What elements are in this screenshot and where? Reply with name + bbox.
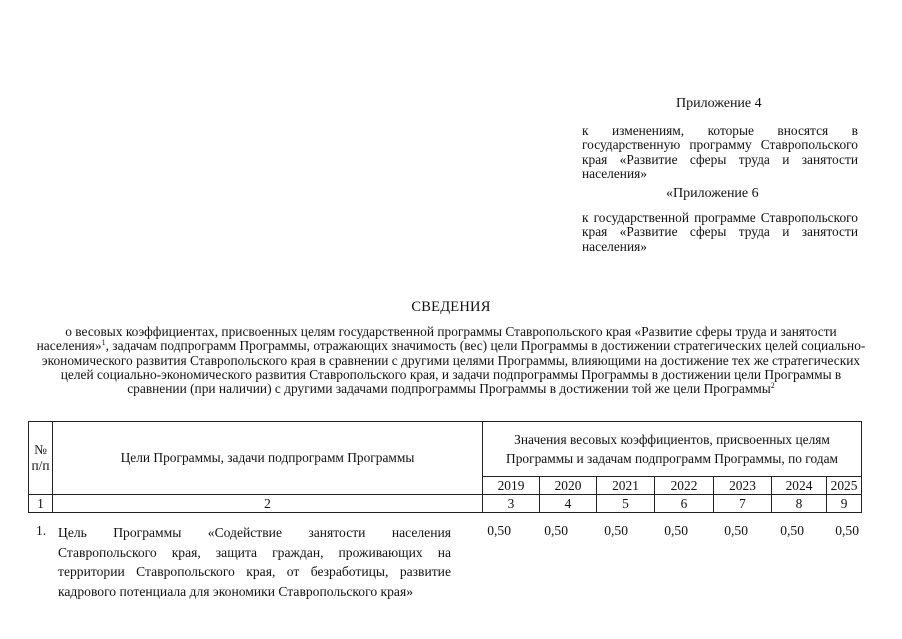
footnote-mark-2: 2 bbox=[770, 381, 775, 391]
weight-value-2025: 0,50 bbox=[835, 523, 859, 538]
weight-value-2023: 0,50 bbox=[724, 523, 748, 538]
column-index: 2 bbox=[53, 495, 483, 513]
goal-text: Цель Программы «Содействие занятости населения Ставропольского края, защита граждан, проживающих на территории Ставропольского края, от безработицы, развитие кадрового потенциала для экономики Ставропольского края» bbox=[58, 525, 451, 599]
values-header: Значения весовых коэффициентов, присвоенных целям Программы и задачам подпрограмм Программы, по годам bbox=[483, 422, 862, 477]
row-number: 1. bbox=[36, 523, 47, 538]
weight-value-2020: 0,50 bbox=[544, 523, 568, 538]
column-index: 1 bbox=[29, 495, 53, 513]
appendix-text: к изменениям, которые вносятся в государственную программу Ставропольского края «Развитие сферы труда и занятости населения» bbox=[582, 123, 858, 181]
year-header: 2022 bbox=[655, 477, 714, 495]
weight-value-2019: 0,50 bbox=[487, 523, 511, 538]
weight-value-2021: 0,50 bbox=[604, 523, 628, 538]
weight-value-2022: 0,50 bbox=[664, 523, 688, 538]
footnote-mark-1: 1 bbox=[101, 338, 106, 348]
weights-table bbox=[28, 421, 862, 513]
document-subheading bbox=[30, 325, 872, 396]
weight-value-2024: 0,50 bbox=[780, 523, 804, 538]
column-index: 5 bbox=[597, 495, 655, 513]
subheading-part1: о весовых коэффициентах, присвоенных целям государственной программы Ставропольского края «Развитие сферы труда и занятости населения» bbox=[36, 324, 837, 354]
year-header: 2024 bbox=[772, 477, 827, 495]
column-index: 7 bbox=[714, 495, 772, 513]
year-header: 2021 bbox=[597, 477, 655, 495]
column-index: 9 bbox=[827, 495, 862, 513]
document-heading: СВЕДЕНИЯ bbox=[411, 299, 491, 315]
column-index: 4 bbox=[540, 495, 597, 513]
column-index: 6 bbox=[655, 495, 714, 513]
appendix-title: Приложение 4 bbox=[676, 96, 762, 111]
year-header: 2020 bbox=[540, 477, 597, 495]
col-number-header: № п/п bbox=[29, 422, 53, 495]
column-index: 3 bbox=[483, 495, 540, 513]
appendix6-text: к государственной программе Ставропольского края «Развитие сферы труда и занятости населения» bbox=[582, 210, 858, 254]
year-header: 2023 bbox=[714, 477, 772, 495]
column-index: 8 bbox=[772, 495, 827, 513]
year-header: 2025 bbox=[827, 477, 862, 495]
subheading-part2: , задачам подпрограмм Программы, отражающих значимость (вес) цели Программы в достижении стратегических целей социально-экономического развития Ставропольского края в сравнении с другими целями Программы, влияющими на достижение тех же стратегических целей социально-экономического развития Ставропольского края, и задачи подпрограммы Программы в достижении цели Программы в сравнении (при наличии) с другими задачами подпрограммы Программы в достижении той же цели Программы bbox=[41, 338, 866, 397]
appendix6-title: «Приложение 6 bbox=[666, 186, 759, 201]
col-goals-header: Цели Программы, задачи подпрограмм Программы bbox=[53, 422, 483, 495]
year-header: 2019 bbox=[483, 477, 540, 495]
